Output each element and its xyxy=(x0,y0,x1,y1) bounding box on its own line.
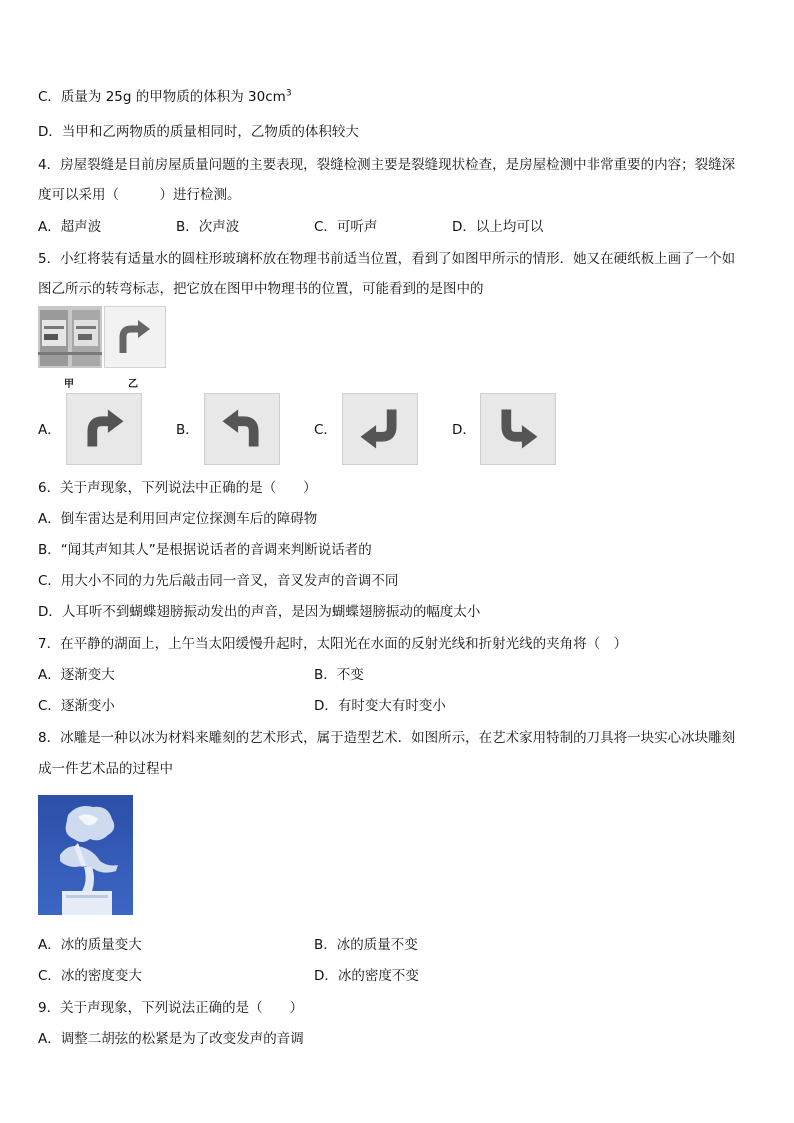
q9-option-a: A．调整二胡弦的松紧是为了改变发声的音调 xyxy=(38,1031,304,1047)
figure-label-yi: 乙 xyxy=(128,379,138,390)
q5-stem-line2: 图乙所示的转弯标志，把它放在图甲中物理书的位置，可能看到的是图中的 xyxy=(38,281,484,297)
q5-option-d-label: D． xyxy=(452,422,476,438)
q5-stem-line1: 5．小红将装有适量水的圆柱形玻璃杯放在物理书前适当位置，看到了如图甲所示的情形．她又在硬纸板上画了一个如 xyxy=(38,251,736,267)
q8-option-d: D．冰的密度不变 xyxy=(314,968,419,984)
q7-option-b: B．不变 xyxy=(314,667,364,683)
ice-sculpture-photo xyxy=(38,795,133,915)
figure-label-jia: 甲 xyxy=(64,379,74,390)
q5-option-a-label: A． xyxy=(38,422,61,438)
q8-option-a: A．冰的质量变大 xyxy=(38,937,142,953)
q6-option-c: C．用大小不同的力先后敲击同一音叉，音叉发声的音调不同 xyxy=(38,573,399,589)
q7-option-d: D．有时变大有时变小 xyxy=(314,698,446,714)
figure-yi-turn-sign xyxy=(104,306,166,368)
q8-stem-line1: 8．冰雕是一种以冰为材料来雕刻的艺术形式，属于造型艺术．如图所示，在艺术家用特制的刀具将一块实心冰块雕刻 xyxy=(38,730,736,746)
q7-option-a: A．逐渐变大 xyxy=(38,667,115,683)
q9-stem: 9．关于声现象，下列说法正确的是（ ） xyxy=(38,1000,304,1016)
q5-option-b-label: B． xyxy=(176,422,199,438)
q7-stem: 7．在平静的湖面上，上午当太阳缓慢升起时，太阳光在水面的反射光线和折射光线的夹角将（ ） xyxy=(38,636,628,652)
figure-jia-book-photo xyxy=(38,306,102,368)
q8-option-c: C．冰的密度变大 xyxy=(38,968,142,984)
q5-option-c-hook-left-icon xyxy=(342,393,418,465)
q6-stem: 6．关于声现象，下列说法中正确的是（ ） xyxy=(38,480,317,496)
q8-option-b: B．冰的质量不变 xyxy=(314,937,418,953)
q5-option-d-hook-right-icon xyxy=(480,393,556,465)
q7-option-c: C．逐渐变小 xyxy=(38,698,115,714)
q4-stem-line2: 度可以采用（ ）进行检测。 xyxy=(38,187,241,203)
q5-option-a-turn-right-icon xyxy=(66,393,142,465)
q4-option-d: D．以上均可以 xyxy=(452,219,544,235)
q4-option-c: C．可听声 xyxy=(314,219,378,235)
q4-option-b: B．次声波 xyxy=(176,219,240,235)
q5-option-c-label: C． xyxy=(314,422,337,438)
q4-stem-line1: 4．房屋裂缝是目前房屋质量问题的主要表现，裂缝检测主要是裂缝现状检查，是房屋检测中非常重要的内容；裂缝深 xyxy=(38,157,736,173)
q6-option-b: B．“闻其声知其人”是根据说话者的音调来判断说话者的 xyxy=(38,542,372,558)
q6-option-d: D．人耳听不到蝴蝶翅膀振动发出的声音，是因为蝴蝶翅膀振动的幅度太小 xyxy=(38,604,481,620)
q6-option-a: A．倒车雷达是利用回声定位探测车后的障碍物 xyxy=(38,511,318,527)
q4-option-a: A．超声波 xyxy=(38,219,102,235)
q5-option-b-turn-left-icon xyxy=(204,393,280,465)
q3-option-c: C．质量为 25g 的甲物质的体积为 $30cm^3$ xyxy=(38,88,292,105)
q8-stem-line2: 成一件艺术品的过程中 xyxy=(38,761,173,777)
q3-option-d: D．当甲和乙两物质的质量相同时，乙物质的体积较大 xyxy=(38,124,359,140)
